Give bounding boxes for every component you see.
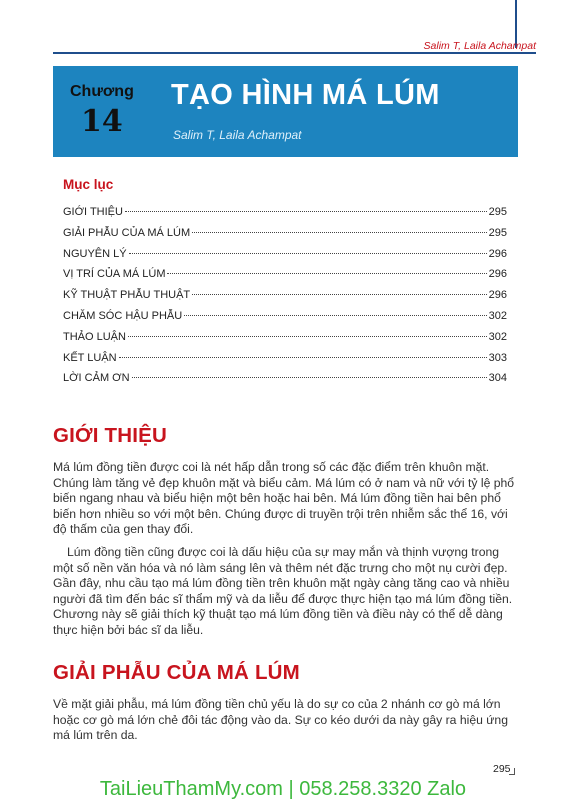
toc-entry-label: KẾT LUẬN — [63, 351, 117, 364]
toc-entry-label: KỸ THUẬT PHẪU THUẬT — [63, 289, 191, 302]
toc-entry[interactable] — [63, 331, 507, 352]
toc-leader — [167, 273, 486, 274]
toc-leader — [125, 211, 487, 212]
chapter-authors: Salim T, Laila Achampat — [173, 128, 302, 142]
toc-leader — [184, 315, 486, 316]
toc-entry-page: 296 — [488, 289, 507, 302]
top-rule-horizontal — [53, 52, 536, 54]
toc-entry[interactable] — [63, 289, 507, 310]
section-heading-introduction: GIỚI THIỆU — [53, 424, 168, 447]
watermark: TaiLieuThamMy.com | 058.258.3320 Zalo — [99, 778, 467, 800]
paragraph: Lúm đồng tiền cũng được coi là dấu hiệu của sự may mắn và thịnh vượng trong một số nền văn hóa và nó làm sáng lên và thêm nét đặc trưng cho một nụ cười đẹp. Gần đây, nhu cầu tạo má lúm đồng tiền trên khuôn mặt ngày càng tăng cao và nhiều người đã tìm đến bác sĩ thẩm mỹ và da liễu để được thực hiện tạo má lúm đồng tiền. Chương này sẽ giải thích kỹ thuật tạo má lúm đồng tiền và điều này có thể dễ dàng thực hiện bởi bác sĩ da liễu. — [53, 545, 513, 637]
toc-entry-label: GIẢI PHẪU CỦA MÁ LÚM — [63, 226, 191, 239]
toc-entry[interactable] — [63, 310, 507, 331]
toc-entry[interactable] — [63, 206, 507, 227]
toc-entry-page: 296 — [488, 268, 507, 281]
toc-entry[interactable] — [63, 248, 507, 269]
toc-leader — [128, 336, 487, 337]
toc-entry-label: THẢO LUẬN — [63, 330, 126, 343]
toc-leader — [192, 232, 487, 233]
toc-entry-page: 295 — [488, 206, 507, 218]
toc-entry[interactable] — [63, 352, 507, 373]
chapter-number: 14 — [81, 104, 123, 139]
page-corner-mark — [509, 768, 515, 775]
toc-leader — [132, 377, 487, 378]
toc-entry-page: 302 — [488, 330, 507, 343]
chapter-title: TẠO HÌNH MÁ LÚM — [171, 79, 440, 111]
toc-leader — [119, 357, 487, 358]
toc-entry-page: 303 — [488, 351, 507, 364]
table-of-contents — [63, 206, 507, 393]
chapter-banner — [53, 66, 518, 157]
toc-entry-page: 304 — [488, 372, 507, 385]
toc-entry-page: 302 — [488, 309, 507, 322]
page-number: 295 — [493, 763, 511, 775]
toc-heading: Mục lục — [63, 177, 114, 192]
toc-entry-page: 295 — [488, 226, 507, 239]
toc-leader — [192, 294, 487, 295]
section-heading-anatomy: GIẢI PHẪU CỦA MÁ LÚM — [53, 661, 300, 684]
toc-entry-page: 296 — [488, 247, 507, 260]
running-head: Salim T, Laila Achampat — [423, 40, 536, 52]
toc-entry-label: VỊ TRÍ CỦA MÁ LÚM — [63, 268, 166, 281]
toc-entry[interactable] — [63, 227, 507, 248]
toc-entry-label: LỜI CẢM ƠN — [63, 372, 130, 385]
toc-entry-label: CHĂM SÓC HẬU PHẪU — [63, 309, 183, 322]
paragraph: Má lúm đồng tiền được coi là nét hấp dẫn trong số các đặc điểm trên khuôn mặt. Chúng làm tăng vẻ đẹp khuôn mặt và biểu cảm. Má lúm có ở nam và nữ với tỷ lệ phổ biến ngang nhau và biểu hiện một bên hoặc hai bên. Má lúm đồng tiền hai bên phổ biến hơn nhiều so với một bên. Chúng được di truyền trội trên nhiễm sắc thể 16, với độ thấm của gen thay đổi. — [53, 460, 515, 537]
paragraph: Về mặt giải phẫu, má lúm đồng tiền chủ yếu là do sự co của 2 nhánh cơ gò má lớn hoặc cơ gò má lớn chẻ đôi tác động vào da. Sự co kéo dưới da này gây ra hiệu ứng má lúm trên da. — [53, 697, 508, 743]
toc-entry[interactable] — [63, 268, 507, 289]
toc-leader — [129, 253, 487, 254]
toc-entry-label: NGUYÊN LÝ — [63, 247, 127, 260]
chapter-word: Chương — [70, 83, 134, 100]
toc-entry[interactable] — [63, 372, 507, 393]
toc-entry-label: GIỚI THIỆU — [63, 206, 123, 218]
